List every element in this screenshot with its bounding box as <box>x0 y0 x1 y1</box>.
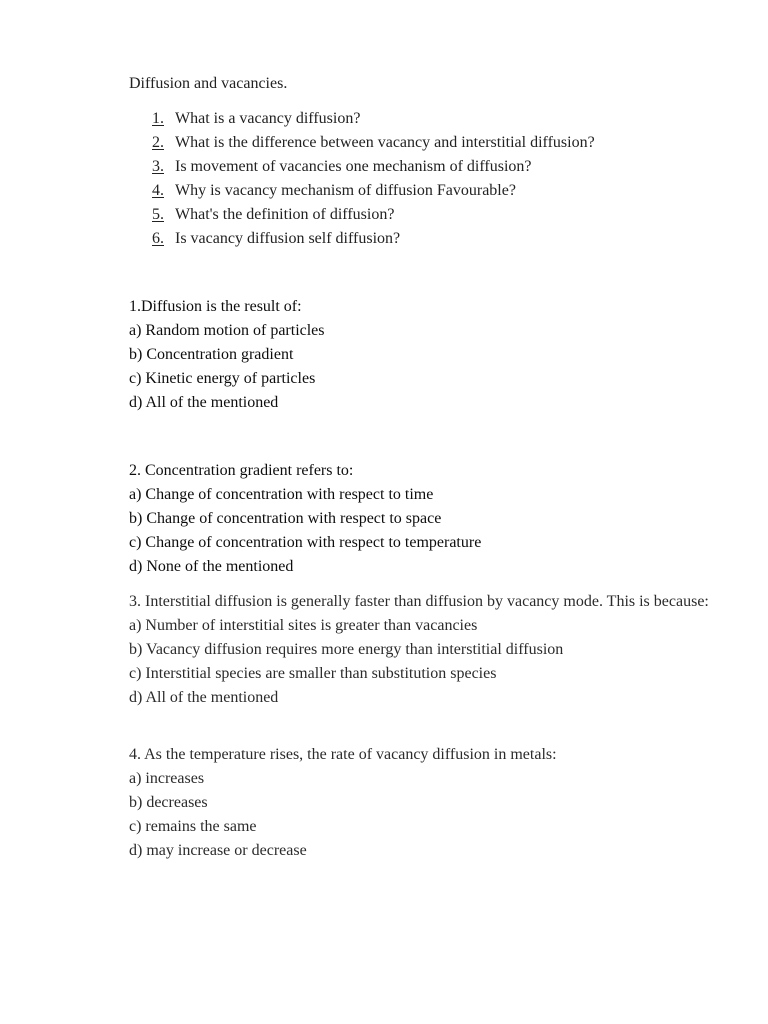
list-item <box>152 227 595 251</box>
question-text: What is the difference between vacancy and interstitial diffusion? <box>175 134 595 151</box>
mcq-option: c) Change of concentration with respect to temperature <box>129 534 482 551</box>
question-number: 6. <box>152 230 164 247</box>
question-text: Is vacancy diffusion self diffusion? <box>175 230 401 247</box>
document-title: Diffusion and vacancies. <box>129 75 288 92</box>
list-item <box>152 179 595 203</box>
question-text: What's the definition of diffusion? <box>175 206 395 223</box>
mcq-option: c) remains the same <box>129 818 257 835</box>
mcq-option: b) decreases <box>129 794 208 811</box>
question-number: 1. <box>152 110 164 127</box>
list-item <box>152 155 595 179</box>
mcq-option: a) increases <box>129 770 205 787</box>
mcq-option: d) None of the mentioned <box>129 558 294 575</box>
mcq-option: a) Random motion of particles <box>129 322 325 339</box>
mcq-option: c) Kinetic energy of particles <box>129 370 316 387</box>
mcq-question: 1.Diffusion is the result of: <box>129 298 302 315</box>
mcq-option: d) All of the mentioned <box>129 394 279 411</box>
mcq-option: a) Number of interstitial sites is greater than vacancies <box>129 617 478 634</box>
mcq-question: 4. As the temperature rises, the rate of vacancy diffusion in metals: <box>129 746 557 763</box>
mcq-block-1 <box>129 295 325 415</box>
question-number: 2. <box>152 134 164 151</box>
question-number: 4. <box>152 182 164 199</box>
mcq-option: a) Change of concentration with respect to time <box>129 486 434 503</box>
mcq-block-2 <box>129 459 481 579</box>
question-text: Is movement of vacancies one mechanism of diffusion? <box>175 158 532 175</box>
mcq-block-4 <box>129 743 557 863</box>
list-item <box>152 107 595 131</box>
mcq-option: d) may increase or decrease <box>129 842 307 859</box>
mcq-option: b) Concentration gradient <box>129 346 294 363</box>
question-list <box>152 107 595 251</box>
question-text: Why is vacancy mechanism of diffusion Favourable? <box>175 182 516 199</box>
mcq-option: c) Interstitial species are smaller than substitution species <box>129 665 497 682</box>
mcq-option: b) Change of concentration with respect to space <box>129 510 442 527</box>
mcq-question: 2. Concentration gradient refers to: <box>129 462 354 479</box>
mcq-question: 3. Interstitial diffusion is generally faster than diffusion by vacancy mode. This is because: <box>129 593 709 610</box>
mcq-option: d) All of the mentioned <box>129 689 279 706</box>
mcq-option: b) Vacancy diffusion requires more energy than interstitial diffusion <box>129 641 564 658</box>
list-item <box>152 131 595 155</box>
question-text: What is a vacancy diffusion? <box>175 110 361 127</box>
list-item <box>152 203 595 227</box>
mcq-block-3 <box>129 590 719 710</box>
question-number: 5. <box>152 206 164 223</box>
question-number: 3. <box>152 158 164 175</box>
